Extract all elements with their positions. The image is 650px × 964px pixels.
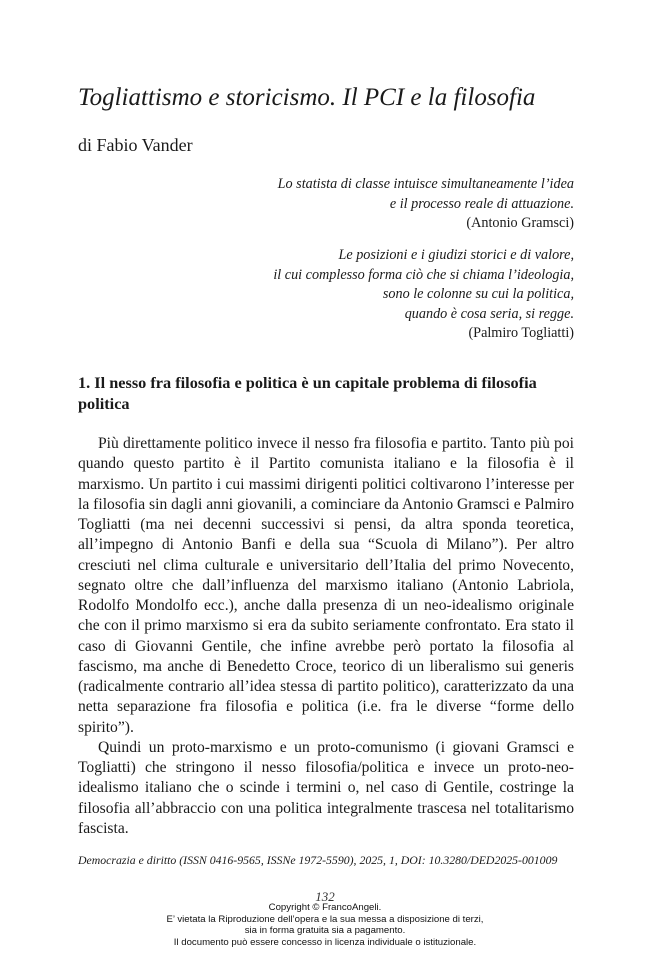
epigraph-line: il cui complesso forma ciò che si chiama l’ideologia, [273,266,574,283]
copyright-line: E’ vietata la Riproduzione dell’opera e la sua messa a disposizione di terzi, [166,913,484,925]
epigraph-source: (Antonio Gramsci) [466,215,574,231]
epigraph-togliatti [273,246,574,344]
epigraph-line: Le posizioni e i giudizi storici e di valore, [338,247,574,263]
epigraph-line: sono le colonne su cui la politica, [382,286,574,302]
page-number: 132 [315,889,335,904]
body-paragraph: Più direttamente politico invece il nesso fra filosofia e partito. Tanto più poi quando questo partito è il Partito comunista italiano e la filosofia è il marxismo. Un partito i cui massimi dirigenti politici coltivarono l’interesse per la filosofia sin dagli anni giovanili, a cominciare da Antonio Gramsci e Palmiro Togliatti (ma nei decenni successivi si pensi, da altra sponda teoretica, all’impegno di Antonio Banfi e della sua “Scuola di Milano”). Per altro cresciuti nel clima culturale e universitario dell’Italia del primo Novecento, segnato oltre che dall’influenza del marxismo italiano (Antonio Labriola, Rodolfo Mondolfo ecc.), anche dalla presenza di un neo-idealismo originale che con il primo marxismo si era da subito seriamente confrontato. Era stato il caso di Giovanni Gentile, che infine avrebbe però portato la filosofia al fascismo, ma anche di Benedetto Croce, teorico di un liberalismo sui generis (radicalmente contrario all’idea stessa di partito politico), caratterizzato da una netta separazione fra filosofia e politica (i.e. fra le diverse “forme dello spirito”). [78,435,574,736]
journal-citation: Democrazia e diritto (ISSN 0416-9565, ISSNe 1972-5590), 2025, 1, DOI: 10.3280/DED2025-001009 [78,853,558,867]
copyright-line: Copyright © FrancoAngeli. [268,902,382,913]
epigraph-line: Lo statista di classe intuisce simultaneamente l’idea [277,176,574,192]
copyright-notice [0,902,650,948]
epigraph-line: e il processo reale di attuazione. [389,195,574,212]
epigraph-line: quando è cosa seria, si regge. [404,305,574,322]
copyright-line: Il documento può essere concesso in licenza individuale o istituzionale. [173,936,477,948]
article-title: Togliattismo e storicismo. Il PCI e la filosofia [78,84,536,111]
epigraph-source: (Palmiro Togliatti) [468,325,574,341]
epigraph-gramsci [278,175,574,234]
section-heading: 1. Il nesso fra filosofia e politica è un capitale problema di filosofia politica [78,373,537,413]
article-author: di Fabio Vander [78,135,193,155]
section-body [78,434,574,839]
copyright-line: sia in forma gratuita sia a pagamento. [244,925,406,937]
body-paragraph: Quindi un proto-marxismo e un proto-comunismo (i giovani Gramsci e Togliatti) che stringono il nesso filosofia/politica e invece un proto-neo-idealismo italiano che o scinde i termini o, nel caso di Gentile, costringe la filosofia all’abbraccio con una politica integralmente trascesa nel totalitarismo fascista. [78,738,574,837]
